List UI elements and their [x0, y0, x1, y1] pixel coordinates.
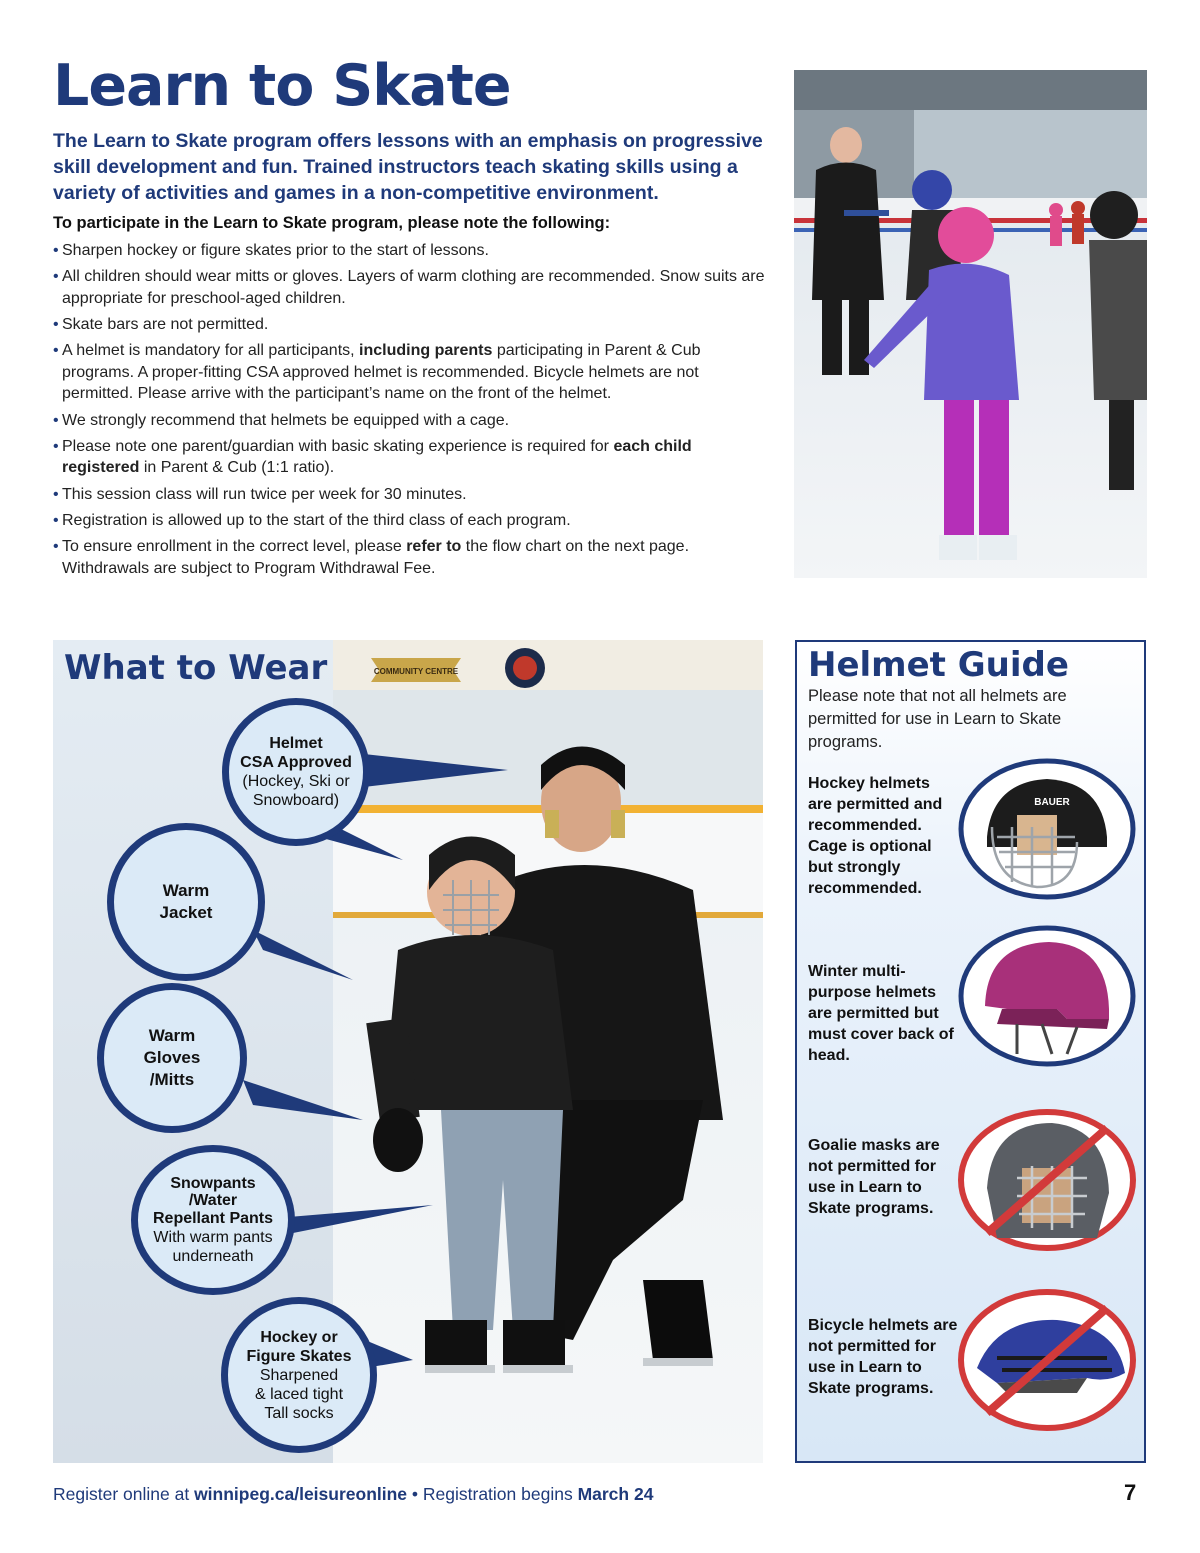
helmet-guide-intro: Please note that not all helmets are permitted for use in Learn to Skate programs. — [808, 687, 1067, 751]
winter-helmet-note: Winter multi-purpose helmets are permitted but must cover back of head. — [808, 963, 954, 1064]
winter-helmet-icon — [957, 924, 1137, 1069]
helmet-callout: Helmet CSA Approved (Hockey, Ski or Snowboard) — [222, 698, 370, 846]
notes-list — [53, 240, 768, 584]
hockey-helmet-note: Hockey helmets are permitted and recommended. Cage is optional but strongly recommended. — [808, 775, 943, 897]
list-item: • All children should wear mitts or gloves. Layers of warm clothing are recommended. Snow suits are appropriate for preschool-aged children. — [53, 268, 765, 307]
page-number: 7 — [1124, 1480, 1137, 1505]
skates-callout: Hockey or Figure Skates Sharpened & laced tight Tall socks — [221, 1297, 377, 1453]
list-item: • Sharpen hockey or figure skates prior to the start of lessons. — [53, 242, 489, 259]
list-item: • We strongly recommend that helmets be equipped with a cage. — [53, 411, 510, 429]
hockey-helmet-brand: BAUER — [1034, 797, 1070, 808]
list-item: • Skate bars are not permitted. — [53, 316, 269, 334]
footer-registration-line: Register online at winnipeg.ca/leisureonline • Registration begins March 24 — [53, 1484, 654, 1504]
list-item: • Please note one parent/guardian with basic skating experience is required for each child registered in Parent & Cub (1:1 ratio). — [53, 437, 692, 477]
registration-url-link[interactable]: winnipeg.ca/leisureonline — [194, 1484, 408, 1504]
gloves-callout: Warm Gloves /Mitts — [97, 983, 247, 1133]
helmet-guide-title: Helmet Guide — [808, 645, 1069, 685]
snowpants-callout: Snowpants /Water Repellant Pants With warm pants underneath — [131, 1145, 295, 1295]
page-title: Learn to Skate — [53, 53, 511, 119]
intro-paragraph: The Learn to Skate program offers lessons with an emphasis on progressive skill development and fun. Trained instructors teach skating skills using a variety of activities and games in a non-competitive environment. — [53, 130, 763, 204]
banner-text: COMMUNITY CENTRE — [373, 667, 459, 676]
jacket-callout: Warm Jacket — [107, 823, 265, 981]
list-item: • This session class will run twice per week for 30 minutes. — [53, 485, 467, 503]
hockey-helmet-icon — [957, 757, 1137, 902]
bicycle-helmet-forbidden-icon — [957, 1288, 1137, 1433]
skating-lesson-photo — [794, 70, 1147, 578]
list-item: • To ensure enrollment in the correct level, please refer to the flow chart on the next page. Withdrawals are subject to Program Withdrawal Fee. — [53, 538, 690, 577]
goalie-mask-note: Goalie masks are not permitted for use in Learn to Skate programs. — [808, 1137, 940, 1217]
notes-heading: To participate in the Learn to Skate program, please note the following: — [53, 214, 611, 232]
list-item: • A helmet is mandatory for all participants, including parents participating in Parent & Cub programs. A proper-fitting CSA approved helmet is recommended. Bicycle helmets are not permitted. Please arrive with the participant’s name on the front of the helmet. — [53, 342, 701, 403]
goalie-mask-forbidden-icon — [957, 1108, 1137, 1253]
what-to-wear-title: What to Wear — [64, 648, 328, 688]
bicycle-helmet-note: Bicycle helmets are not permitted for use in Learn to Skate programs. — [808, 1317, 958, 1397]
list-item: • Registration is allowed up to the start of the third class of each program. — [53, 512, 571, 530]
